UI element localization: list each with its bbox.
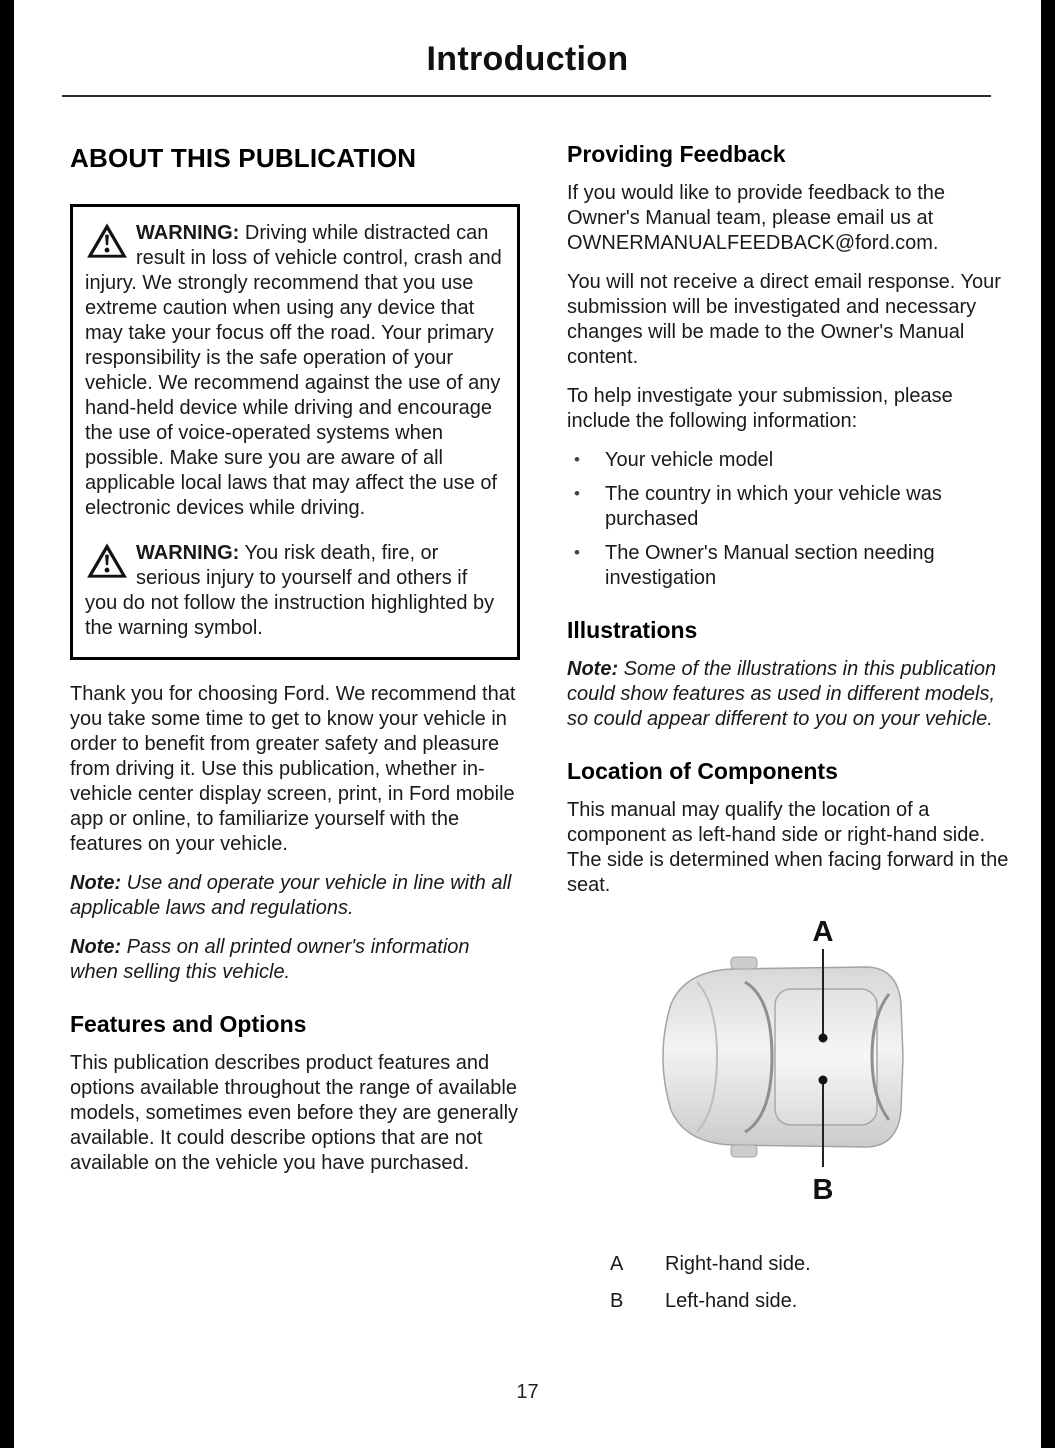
page-number: 17 [516, 1381, 539, 1403]
legend-row [610, 1289, 1011, 1314]
warning-item [85, 541, 505, 641]
page-title: Introduction [426, 40, 629, 78]
warning-box [70, 204, 520, 660]
heading-location-of-components: Location of Components [567, 758, 838, 784]
diagram-legend [567, 1252, 1011, 1314]
note-paragraph [70, 871, 520, 921]
pointer-label-a: A [812, 916, 834, 948]
legend-key: A [610, 1253, 624, 1275]
feedback-paragraph-2: You will not receive a direct email response. Your submission will be investigated and necessary changes will be made to the Owner's Manual content. [567, 271, 1001, 368]
features-paragraph: This publication describes product features and options available throughout the range of available models, sometimes even before they are generally available. It could describe options that are not available on the vehicle you have purchased. [70, 1052, 519, 1174]
manual-page [14, 0, 1041, 1448]
legend-value: Left-hand side. [665, 1290, 798, 1312]
feedback-info-list [567, 448, 1011, 591]
note-text: Some of the illustrations in this publication could show features as used in different models, so could appear different to you on your vehicle. [567, 658, 997, 730]
warning-label: WARNING: [136, 222, 240, 244]
illustrations-note [567, 657, 1011, 732]
feedback-paragraph-3: To help investigate your submission, please include the following information: [567, 385, 953, 432]
note-label: Note: [567, 658, 619, 680]
note-text: Use and operate your vehicle in line with all applicable laws and regulations. [70, 872, 512, 919]
note-label: Note: [70, 872, 122, 894]
section-heading-about: ABOUT THIS PUBLICATION [70, 143, 417, 173]
right-column [567, 141, 1011, 1326]
warning-label: WARNING: [136, 542, 240, 564]
legend-key: B [610, 1290, 624, 1312]
car-top-view-illustration [567, 912, 1011, 1242]
note-label: Note: [70, 936, 122, 958]
intro-paragraph: Thank you for choosing Ford. We recommend that you take some time to get to know your vehicle in order to benefit from greater safety and pleasure from driving it. Use this publication, whether in-vehicle center display screen, print, in Ford mobile app or online, to familiarize yourself with the features on your vehicle. [70, 683, 516, 855]
warning-text: You risk death, fire, or serious injury to yourself and others if you do not follow the instruction highlighted by the warning symbol. [85, 542, 495, 639]
feedback-paragraph-1: If you would like to provide feedback to the Owner's Manual team, please email us at OWNERMANUALFEEDBACK@ford.com. [567, 182, 946, 254]
title-divider [62, 95, 991, 97]
list-item: • The Owner's Manual section needing investigation [567, 541, 1011, 591]
legend-value: Right-hand side. [665, 1253, 811, 1275]
pointer-label-b: B [812, 1174, 834, 1206]
heading-illustrations: Illustrations [567, 617, 698, 643]
note-text: Pass on all printed owner's information when selling this vehicle. [70, 936, 470, 983]
heading-providing-feedback: Providing Feedback [567, 141, 786, 167]
warning-triangle-icon [85, 222, 129, 259]
left-column [70, 141, 520, 1326]
heading-features-and-options: Features and Options [70, 1011, 307, 1037]
list-item: • The country in which your vehicle was purchased [567, 482, 1011, 532]
content-columns [70, 141, 1011, 1326]
location-paragraph: This manual may qualify the location of a component as left-hand side or right-hand side. The side is determined when facing forward in the seat. [567, 799, 1009, 896]
warning-item [85, 221, 505, 521]
list-item: • Your vehicle model [567, 448, 1011, 473]
legend-row [610, 1252, 1011, 1277]
warning-text: Driving while distracted can result in loss of vehicle control, crash and injury. We strongly recommend that you use extreme caution when using any device that may take your focus off the road. Your primary responsibility is the safe operation of your vehicle. We recommend against the use of any hand-held device while driving and encourage the use of voice-operated systems when possible. Make sure you are aware of all applicable local laws that may affect the use of electronic devices while driving. [85, 222, 502, 519]
note-paragraph [70, 935, 520, 985]
warning-triangle-icon [85, 542, 129, 579]
